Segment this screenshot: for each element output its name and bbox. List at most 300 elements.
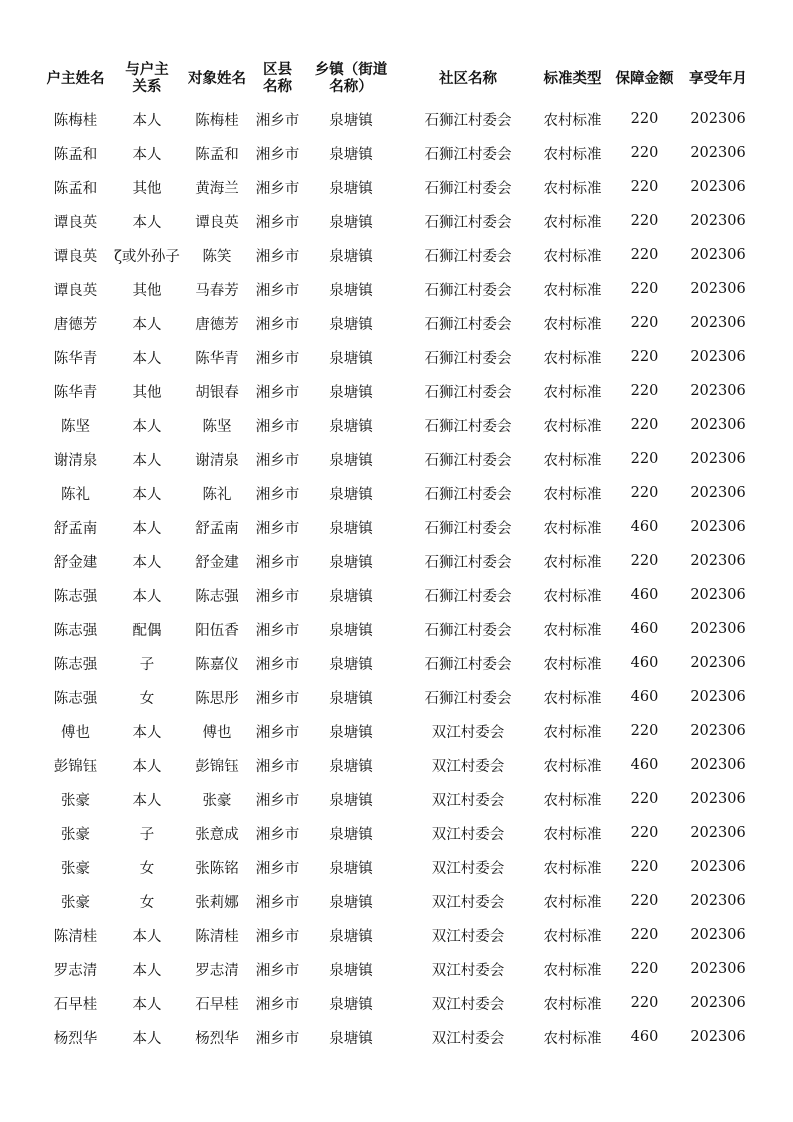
cell-county-name: 湘乡市: [255, 248, 300, 265]
cell-standard-type: 农村标准: [543, 758, 602, 775]
cell-recipient-name: 陈坚: [202, 418, 232, 435]
cell-community-name: 石狮江村委会: [424, 520, 512, 537]
cell-relation-to-head: 其他: [132, 282, 162, 299]
cell-recipient-name: 唐德芳: [195, 316, 239, 333]
cell-township-name: 泉塘镇: [329, 962, 373, 979]
cell-county-name: 湘乡市: [255, 894, 300, 911]
cell-benefit-month: 202306: [690, 757, 746, 773]
cell-standard-type: 农村标准: [543, 554, 602, 571]
cell-benefit-month: 202306: [690, 315, 746, 331]
cell-standard-type: 农村标准: [543, 894, 602, 911]
cell-recipient-name: 张莉娜: [195, 894, 239, 911]
table-header: [39, 56, 755, 102]
table-row: [39, 884, 755, 918]
cell-county-name: 湘乡市: [255, 350, 300, 367]
cell-benefit-month: 202306: [690, 655, 746, 671]
cell-benefit-month: 202306: [690, 485, 746, 501]
cell-benefit-amount: 460: [630, 1029, 659, 1045]
cell-benefit-amount: 220: [630, 247, 659, 263]
cell-standard-type: 农村标准: [543, 316, 602, 333]
cell-community-name: 双江村委会: [431, 962, 505, 979]
cell-relation-to-head: 本人: [132, 554, 162, 571]
cell-relation-to-head: 本人: [132, 316, 162, 333]
table-row: [39, 442, 755, 476]
cell-household-head-name: 谭良英: [53, 214, 98, 231]
cell-benefit-month: 202306: [690, 349, 746, 365]
cell-recipient-name: 陈思彤: [195, 690, 239, 707]
cell-relation-to-head: 子: [139, 656, 155, 673]
cell-county-name: 湘乡市: [255, 962, 300, 979]
cell-benefit-amount: 220: [630, 145, 659, 161]
cell-benefit-amount: 220: [630, 349, 659, 365]
cell-household-head-name: 张豪: [61, 826, 90, 843]
cell-household-head-name: 彭锦钰: [53, 758, 98, 775]
cell-household-head-name: 陈志强: [53, 622, 98, 639]
cell-community-name: 双江村委会: [431, 894, 505, 911]
header-text-line: 关系: [132, 79, 162, 95]
cell-benefit-amount: 460: [630, 587, 659, 603]
cell-standard-type: 农村标准: [543, 112, 602, 129]
header-text-line: 乡镇（街道: [314, 62, 388, 78]
header-text-line: 对象姓名: [188, 70, 246, 87]
cell-community-name: 双江村委会: [431, 996, 505, 1013]
table-row: [39, 714, 755, 748]
header-standard-type: [537, 56, 608, 102]
cell-relation-to-head: 子: [139, 826, 155, 843]
cell-township-name: 泉塘镇: [329, 860, 373, 877]
cell-standard-type: 农村标准: [543, 520, 602, 537]
cell-relation-to-head: 本人: [132, 146, 162, 163]
table-row: [39, 306, 755, 340]
table-row: [39, 136, 755, 170]
table-row: [39, 476, 755, 510]
header-text-line: 社区名称: [439, 70, 497, 87]
cell-standard-type: 农村标准: [543, 214, 602, 231]
header-relation-to-head: [112, 56, 182, 102]
cell-benefit-month: 202306: [690, 247, 746, 263]
table-row: [39, 748, 755, 782]
cell-county-name: 湘乡市: [255, 588, 300, 605]
cell-benefit-month: 202306: [690, 553, 746, 569]
header-text-line: 标准类型: [543, 70, 602, 87]
cell-relation-to-head: 本人: [132, 928, 162, 945]
cell-standard-type: 农村标准: [543, 792, 602, 809]
table-body: [39, 102, 755, 1054]
header-text-line: 名称）: [329, 79, 373, 95]
cell-community-name: 石狮江村委会: [424, 146, 512, 163]
cell-household-head-name: 陈孟和: [53, 180, 98, 197]
cell-household-head-name: 谢清泉: [53, 452, 98, 469]
cell-community-name: 石狮江村委会: [424, 282, 512, 299]
cell-community-name: 石狮江村委会: [424, 112, 512, 129]
cell-relation-to-head: 本人: [132, 452, 162, 469]
cell-township-name: 泉塘镇: [329, 384, 373, 401]
cell-township-name: 泉塘镇: [329, 350, 373, 367]
cell-community-name: 双江村委会: [431, 1030, 505, 1047]
cell-relation-to-head: ζ或外孙子: [114, 248, 180, 265]
cell-benefit-month: 202306: [690, 927, 746, 943]
header-row: [39, 56, 755, 102]
cell-benefit-amount: 220: [630, 961, 659, 977]
cell-community-name: 石狮江村委会: [424, 690, 512, 707]
header-household-head-name: [39, 56, 112, 102]
cell-recipient-name: 罗志清: [195, 962, 239, 979]
cell-benefit-amount: 220: [630, 213, 659, 229]
cell-standard-type: 农村标准: [543, 282, 602, 299]
cell-community-name: 双江村委会: [431, 860, 505, 877]
cell-household-head-name: 陈华青: [53, 350, 98, 367]
cell-county-name: 湘乡市: [255, 690, 300, 707]
table-row: [39, 544, 755, 578]
cell-relation-to-head: 本人: [132, 588, 162, 605]
cell-recipient-name: 谢清泉: [195, 452, 239, 469]
header-text-line: 户主姓名: [46, 70, 105, 87]
cell-benefit-month: 202306: [690, 519, 746, 535]
cell-recipient-name: 张陈铭: [195, 860, 239, 877]
cell-benefit-amount: 220: [630, 451, 659, 467]
cell-standard-type: 农村标准: [543, 486, 602, 503]
cell-benefit-month: 202306: [690, 621, 746, 637]
table-row: [39, 986, 755, 1020]
assistance-table: [39, 56, 755, 1054]
table-row: [39, 238, 755, 272]
cell-relation-to-head: 本人: [132, 350, 162, 367]
cell-benefit-month: 202306: [690, 723, 746, 739]
table-row: [39, 170, 755, 204]
cell-relation-to-head: 本人: [132, 758, 162, 775]
table-row: [39, 1020, 755, 1054]
cell-recipient-name: 石早桂: [195, 996, 239, 1013]
cell-benefit-amount: 460: [630, 757, 659, 773]
cell-benefit-amount: 220: [630, 995, 659, 1011]
cell-benefit-month: 202306: [690, 213, 746, 229]
table-row: [39, 680, 755, 714]
table-row: [39, 102, 755, 136]
cell-standard-type: 农村标准: [543, 996, 602, 1013]
cell-benefit-month: 202306: [690, 859, 746, 875]
cell-community-name: 双江村委会: [431, 758, 505, 775]
cell-standard-type: 农村标准: [543, 826, 602, 843]
header-text-line: 区县: [263, 62, 292, 78]
cell-benefit-month: 202306: [690, 791, 746, 807]
cell-county-name: 湘乡市: [255, 316, 300, 333]
cell-township-name: 泉塘镇: [329, 894, 373, 911]
cell-community-name: 石狮江村委会: [424, 588, 512, 605]
cell-household-head-name: 舒孟南: [53, 520, 98, 537]
cell-county-name: 湘乡市: [255, 622, 300, 639]
cell-county-name: 湘乡市: [255, 554, 300, 571]
cell-household-head-name: 陈志强: [53, 656, 98, 673]
cell-county-name: 湘乡市: [255, 180, 300, 197]
cell-community-name: 石狮江村委会: [424, 248, 512, 265]
cell-benefit-month: 202306: [690, 689, 746, 705]
cell-community-name: 石狮江村委会: [424, 214, 512, 231]
cell-household-head-name: 陈孟和: [53, 146, 98, 163]
table-row: [39, 408, 755, 442]
cell-recipient-name: 彭锦钰: [195, 758, 239, 775]
cell-benefit-amount: 220: [630, 111, 659, 127]
cell-township-name: 泉塘镇: [329, 146, 373, 163]
cell-relation-to-head: 其他: [132, 384, 162, 401]
cell-standard-type: 农村标准: [543, 928, 602, 945]
cell-relation-to-head: 本人: [132, 792, 162, 809]
cell-household-head-name: 傅也: [61, 724, 90, 741]
cell-relation-to-head: 本人: [132, 486, 162, 503]
cell-household-head-name: 陈清桂: [53, 928, 98, 945]
cell-community-name: 石狮江村委会: [424, 622, 512, 639]
cell-county-name: 湘乡市: [255, 384, 300, 401]
cell-benefit-month: 202306: [690, 383, 746, 399]
cell-recipient-name: 胡银春: [195, 384, 239, 401]
cell-county-name: 湘乡市: [255, 758, 300, 775]
cell-benefit-month: 202306: [690, 145, 746, 161]
cell-household-head-name: 谭良英: [53, 282, 98, 299]
table-row: [39, 646, 755, 680]
cell-benefit-amount: 220: [630, 893, 659, 909]
cell-recipient-name: 陈笑: [202, 248, 232, 265]
cell-recipient-name: 陈志强: [195, 588, 239, 605]
table-row: [39, 204, 755, 238]
cell-standard-type: 农村标准: [543, 962, 602, 979]
cell-benefit-month: 202306: [690, 587, 746, 603]
cell-community-name: 双江村委会: [431, 826, 505, 843]
cell-recipient-name: 张豪: [202, 792, 232, 809]
cell-relation-to-head: 本人: [132, 1030, 162, 1047]
cell-benefit-month: 202306: [690, 825, 746, 841]
cell-community-name: 双江村委会: [431, 724, 505, 741]
cell-household-head-name: 陈志强: [53, 690, 98, 707]
header-text-line: 保障金额: [615, 70, 674, 87]
cell-household-head-name: 罗志清: [53, 962, 98, 979]
cell-community-name: 石狮江村委会: [424, 316, 512, 333]
cell-relation-to-head: 本人: [132, 520, 162, 537]
cell-township-name: 泉塘镇: [329, 520, 373, 537]
cell-household-head-name: 杨烈华: [53, 1030, 98, 1047]
cell-benefit-amount: 220: [630, 825, 659, 841]
cell-township-name: 泉塘镇: [329, 622, 373, 639]
cell-relation-to-head: 本人: [132, 962, 162, 979]
cell-standard-type: 农村标准: [543, 724, 602, 741]
cell-benefit-amount: 220: [630, 859, 659, 875]
cell-county-name: 湘乡市: [255, 656, 300, 673]
cell-benefit-amount: 220: [630, 383, 659, 399]
cell-township-name: 泉塘镇: [329, 656, 373, 673]
cell-recipient-name: 黄海兰: [195, 180, 239, 197]
cell-county-name: 湘乡市: [255, 520, 300, 537]
cell-township-name: 泉塘镇: [329, 1030, 373, 1047]
cell-benefit-amount: 220: [630, 485, 659, 501]
cell-benefit-month: 202306: [690, 893, 746, 909]
table-row: [39, 340, 755, 374]
cell-community-name: 石狮江村委会: [424, 350, 512, 367]
cell-community-name: 石狮江村委会: [424, 486, 512, 503]
cell-relation-to-head: 本人: [132, 724, 162, 741]
cell-standard-type: 农村标准: [543, 248, 602, 265]
table-row: [39, 918, 755, 952]
cell-relation-to-head: 配偶: [132, 622, 162, 639]
cell-county-name: 湘乡市: [255, 1030, 300, 1047]
cell-benefit-month: 202306: [690, 961, 746, 977]
cell-benefit-amount: 460: [630, 655, 659, 671]
cell-standard-type: 农村标准: [543, 588, 602, 605]
cell-township-name: 泉塘镇: [329, 826, 373, 843]
cell-recipient-name: 张意成: [195, 826, 239, 843]
cell-township-name: 泉塘镇: [329, 724, 373, 741]
cell-township-name: 泉塘镇: [329, 996, 373, 1013]
cell-household-head-name: 陈梅桂: [53, 112, 98, 129]
cell-township-name: 泉塘镇: [329, 282, 373, 299]
cell-county-name: 湘乡市: [255, 486, 300, 503]
header-recipient-name: [182, 56, 252, 102]
cell-household-head-name: 石早桂: [53, 996, 98, 1013]
cell-benefit-month: 202306: [690, 417, 746, 433]
header-text-line: 与户主: [125, 62, 169, 78]
header-benefit-month: [681, 56, 755, 102]
cell-benefit-amount: 460: [630, 621, 659, 637]
cell-community-name: 石狮江村委会: [424, 656, 512, 673]
cell-standard-type: 农村标准: [543, 146, 602, 163]
cell-township-name: 泉塘镇: [329, 452, 373, 469]
header-township-name: [303, 56, 399, 102]
cell-benefit-month: 202306: [690, 111, 746, 127]
header-text-line: 享受年月: [689, 70, 747, 87]
cell-county-name: 湘乡市: [255, 282, 300, 299]
table-row: [39, 374, 755, 408]
cell-recipient-name: 陈华青: [195, 350, 239, 367]
cell-standard-type: 农村标准: [543, 350, 602, 367]
cell-county-name: 湘乡市: [255, 928, 300, 945]
cell-standard-type: 农村标准: [543, 860, 602, 877]
cell-county-name: 湘乡市: [255, 112, 300, 129]
table-row: [39, 952, 755, 986]
cell-recipient-name: 阳伍香: [195, 622, 239, 639]
cell-standard-type: 农村标准: [543, 384, 602, 401]
cell-community-name: 石狮江村委会: [424, 452, 512, 469]
cell-household-head-name: 唐德芳: [53, 316, 98, 333]
cell-recipient-name: 舒孟南: [195, 520, 239, 537]
cell-township-name: 泉塘镇: [329, 418, 373, 435]
cell-county-name: 湘乡市: [255, 452, 300, 469]
header-text-line: 名称: [263, 79, 292, 95]
cell-community-name: 石狮江村委会: [424, 554, 512, 571]
cell-county-name: 湘乡市: [255, 214, 300, 231]
cell-relation-to-head: 本人: [132, 112, 162, 129]
cell-benefit-month: 202306: [690, 451, 746, 467]
cell-benefit-amount: 220: [630, 791, 659, 807]
cell-standard-type: 农村标准: [543, 180, 602, 197]
document-sheet: [39, 56, 755, 1054]
header-county-name: [252, 56, 303, 102]
cell-household-head-name: 陈志强: [53, 588, 98, 605]
cell-township-name: 泉塘镇: [329, 180, 373, 197]
cell-recipient-name: 陈孟和: [195, 146, 239, 163]
cell-township-name: 泉塘镇: [329, 316, 373, 333]
cell-standard-type: 农村标准: [543, 418, 602, 435]
cell-community-name: 石狮江村委会: [424, 180, 512, 197]
cell-benefit-amount: 220: [630, 723, 659, 739]
cell-benefit-month: 202306: [690, 281, 746, 297]
cell-benefit-month: 202306: [690, 179, 746, 195]
cell-county-name: 湘乡市: [255, 418, 300, 435]
cell-recipient-name: 舒金建: [195, 554, 239, 571]
cell-recipient-name: 马春芳: [195, 282, 239, 299]
cell-township-name: 泉塘镇: [329, 248, 373, 265]
cell-township-name: 泉塘镇: [329, 690, 373, 707]
cell-benefit-amount: 220: [630, 179, 659, 195]
table-row: [39, 850, 755, 884]
cell-benefit-amount: 460: [630, 519, 659, 535]
cell-household-head-name: 陈坚: [61, 418, 90, 435]
cell-benefit-amount: 220: [630, 417, 659, 433]
cell-relation-to-head: 女: [139, 894, 155, 911]
cell-county-name: 湘乡市: [255, 792, 300, 809]
cell-county-name: 湘乡市: [255, 826, 300, 843]
cell-community-name: 双江村委会: [431, 928, 505, 945]
cell-township-name: 泉塘镇: [329, 928, 373, 945]
cell-relation-to-head: 本人: [132, 214, 162, 231]
cell-household-head-name: 张豪: [61, 792, 90, 809]
cell-standard-type: 农村标准: [543, 690, 602, 707]
cell-township-name: 泉塘镇: [329, 554, 373, 571]
header-benefit-amount: [608, 56, 681, 102]
table-row: [39, 578, 755, 612]
cell-community-name: 石狮江村委会: [424, 384, 512, 401]
cell-township-name: 泉塘镇: [329, 486, 373, 503]
cell-benefit-amount: 220: [630, 927, 659, 943]
cell-household-head-name: 张豪: [61, 860, 90, 877]
header-community-name: [399, 56, 537, 102]
cell-community-name: 石狮江村委会: [424, 418, 512, 435]
cell-county-name: 湘乡市: [255, 724, 300, 741]
cell-recipient-name: 傅也: [202, 724, 232, 741]
cell-relation-to-head: 本人: [132, 996, 162, 1013]
cell-household-head-name: 谭良英: [53, 248, 98, 265]
cell-recipient-name: 杨烈华: [195, 1030, 239, 1047]
table-row: [39, 510, 755, 544]
cell-standard-type: 农村标准: [543, 1030, 602, 1047]
cell-recipient-name: 陈礼: [202, 486, 232, 503]
cell-household-head-name: 张豪: [61, 894, 90, 911]
cell-household-head-name: 陈华青: [53, 384, 98, 401]
cell-household-head-name: 陈礼: [61, 486, 90, 503]
cell-recipient-name: 谭良英: [195, 214, 239, 231]
cell-county-name: 湘乡市: [255, 996, 300, 1013]
cell-benefit-amount: 220: [630, 281, 659, 297]
cell-standard-type: 农村标准: [543, 622, 602, 639]
cell-benefit-amount: 220: [630, 315, 659, 331]
cell-county-name: 湘乡市: [255, 146, 300, 163]
table-row: [39, 782, 755, 816]
cell-township-name: 泉塘镇: [329, 758, 373, 775]
cell-county-name: 湘乡市: [255, 860, 300, 877]
cell-relation-to-head: 女: [139, 690, 155, 707]
table-row: [39, 612, 755, 646]
cell-relation-to-head: 其他: [132, 180, 162, 197]
cell-benefit-month: 202306: [690, 995, 746, 1011]
table-row: [39, 816, 755, 850]
cell-township-name: 泉塘镇: [329, 112, 373, 129]
table-row: [39, 272, 755, 306]
cell-recipient-name: 陈清桂: [195, 928, 239, 945]
cell-relation-to-head: 女: [139, 860, 155, 877]
cell-benefit-month: 202306: [690, 1029, 746, 1045]
cell-recipient-name: 陈嘉仪: [195, 656, 239, 673]
cell-township-name: 泉塘镇: [329, 792, 373, 809]
cell-standard-type: 农村标准: [543, 656, 602, 673]
cell-township-name: 泉塘镇: [329, 214, 373, 231]
cell-household-head-name: 舒金建: [53, 554, 98, 571]
cell-recipient-name: 陈梅桂: [195, 112, 239, 129]
